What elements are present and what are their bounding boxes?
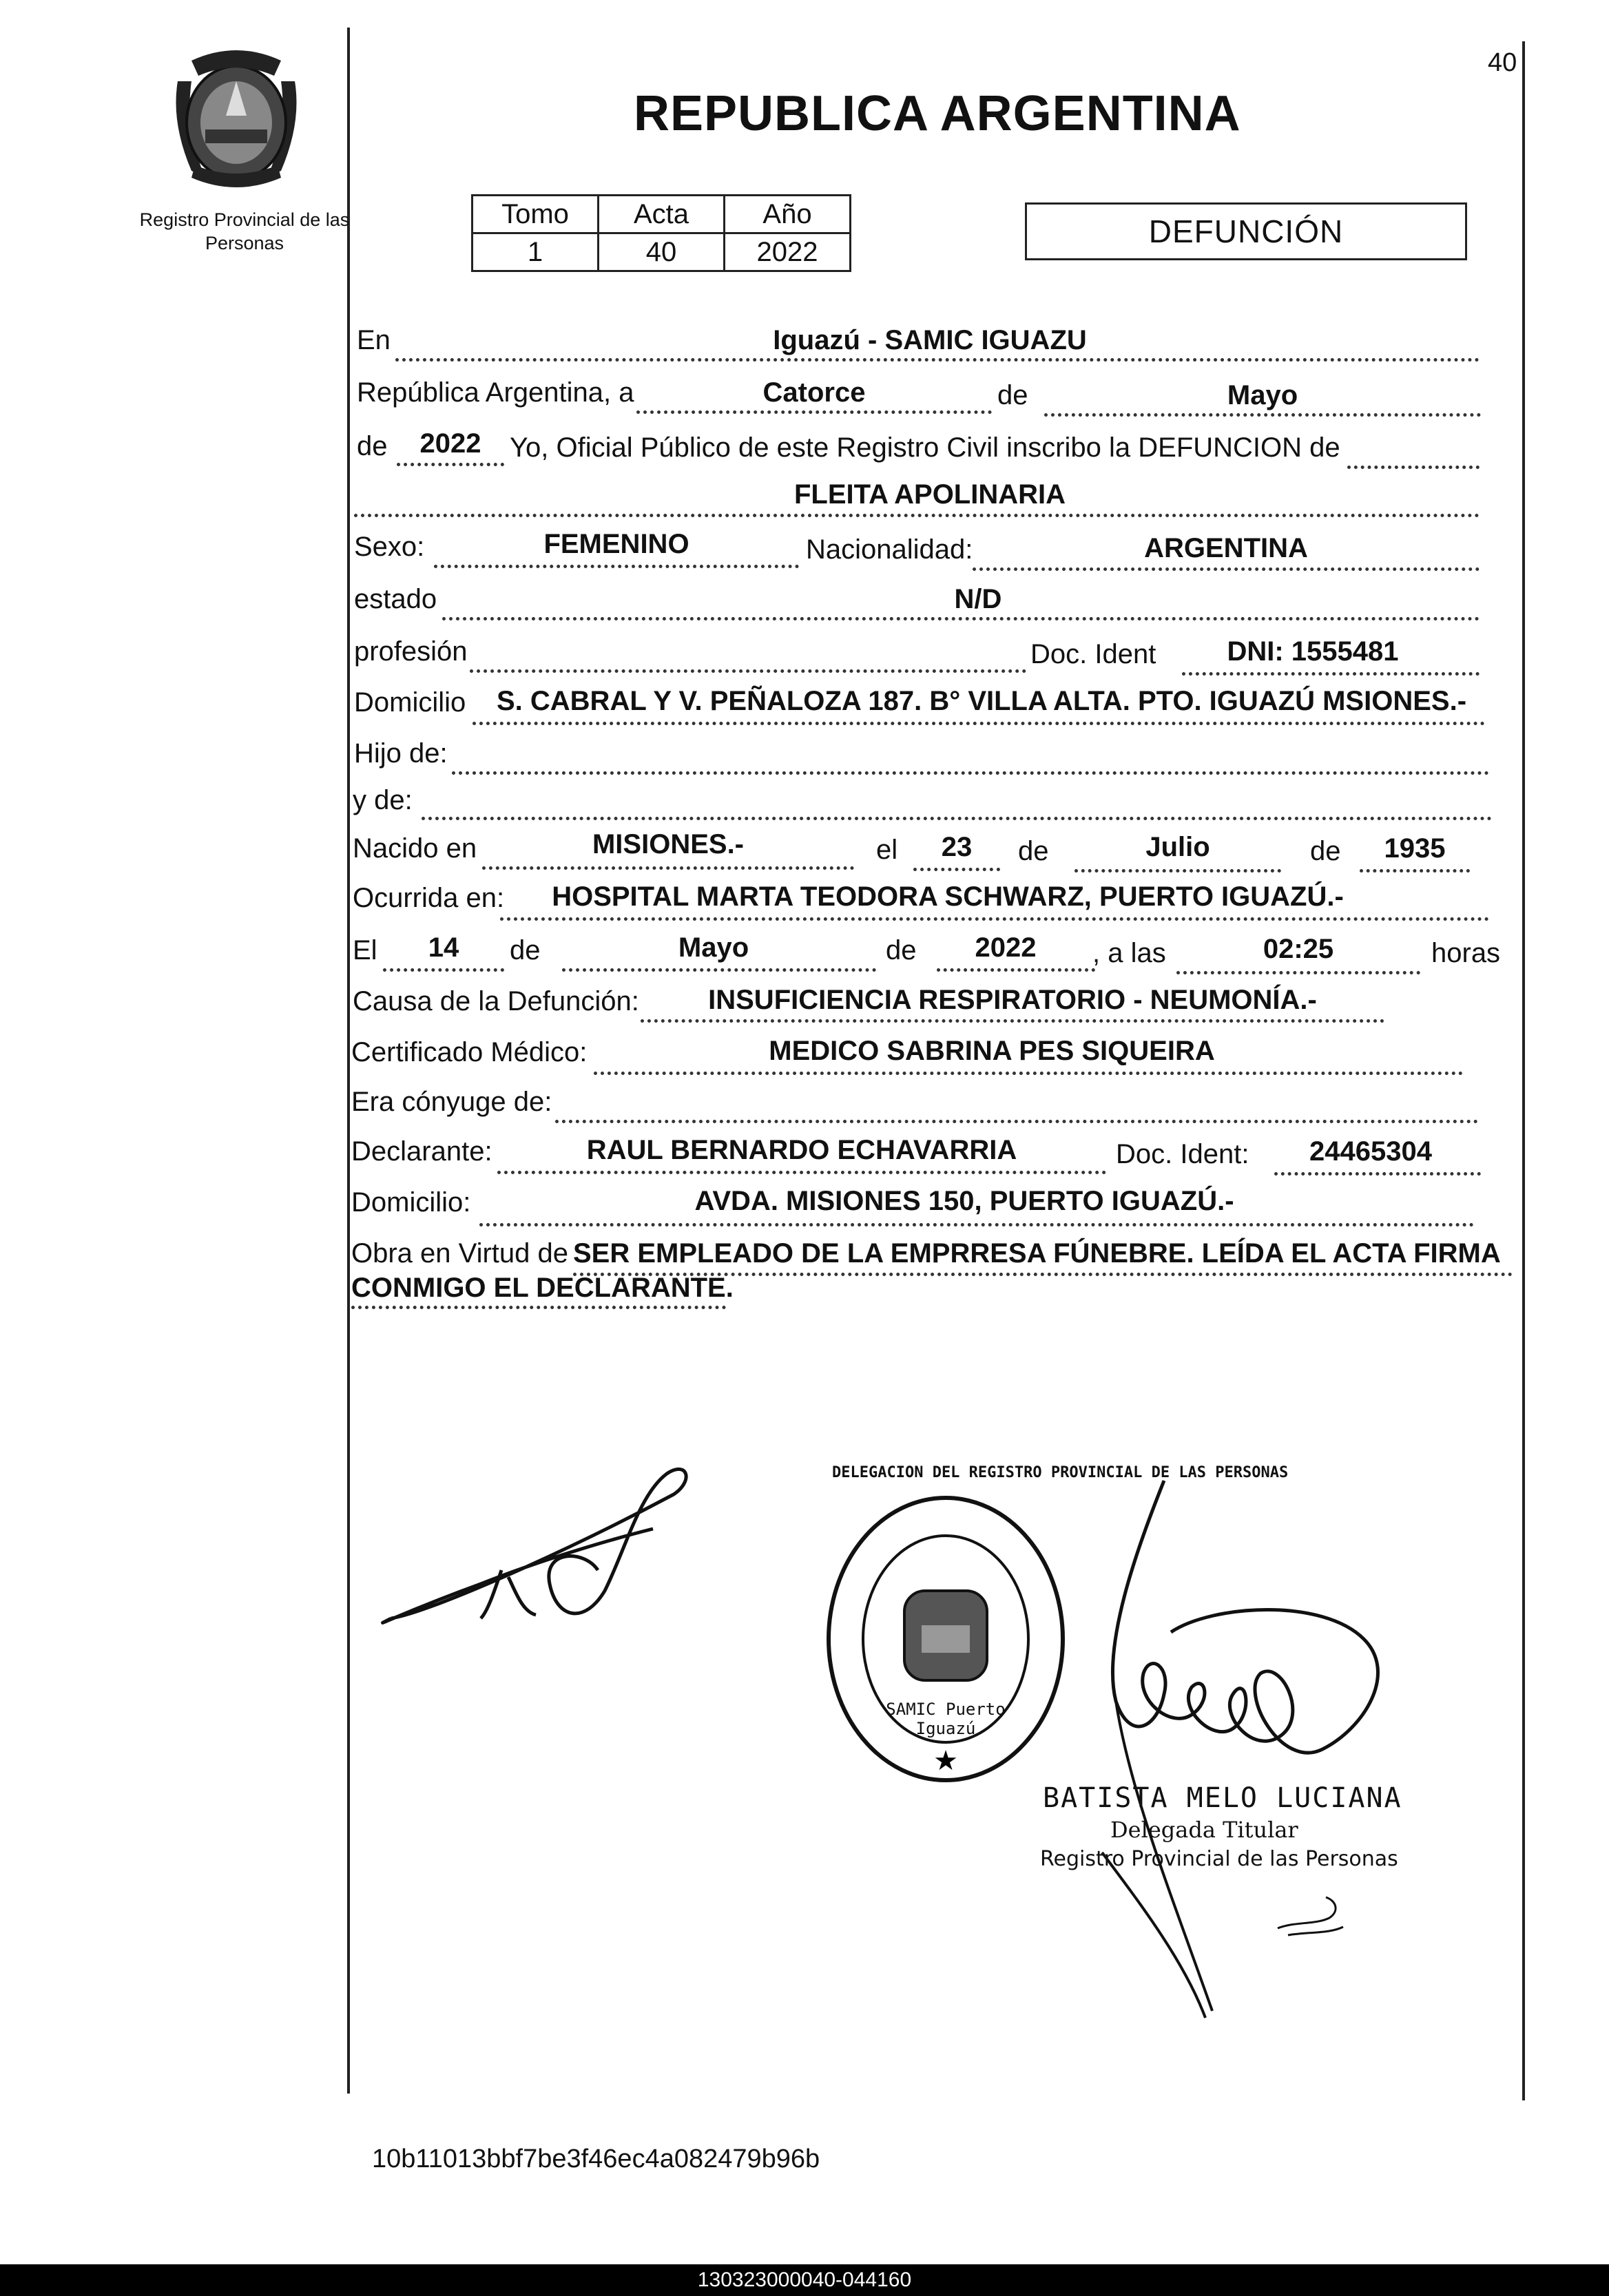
record-table bbox=[471, 194, 851, 272]
province-logo bbox=[164, 40, 309, 198]
stamp-inner-text: SAMIC Puerto Iguazú bbox=[886, 1700, 1006, 1738]
causa-label: Causa de la Defunción: bbox=[353, 986, 639, 1016]
page-title: REPUBLICA ARGENTINA bbox=[634, 86, 1241, 141]
sexo-label: Sexo: bbox=[354, 532, 425, 562]
page-number: 40 bbox=[1488, 48, 1517, 77]
nombre-dotted-line bbox=[354, 514, 1480, 517]
nacionalidad-value: ARGENTINA bbox=[1144, 533, 1308, 563]
en-dotted-line bbox=[395, 358, 1480, 362]
certificado-value: MEDICO SABRINA PES SIQUEIRA bbox=[769, 1036, 1215, 1066]
decl-domicilio-dotted-line bbox=[479, 1223, 1474, 1227]
decl-domicilio-label: Domicilio: bbox=[351, 1187, 471, 1218]
causa-dotted-line bbox=[641, 1019, 1384, 1023]
declarante-dotted-line bbox=[497, 1171, 1106, 1174]
def-dia-dotted-line bbox=[383, 968, 504, 972]
yde-dotted-line bbox=[422, 817, 1492, 820]
table-header-acta: Acta bbox=[599, 196, 725, 233]
conyuge-dotted-line bbox=[555, 1120, 1478, 1123]
nacionalidad-label: Nacionalidad: bbox=[806, 534, 973, 565]
table-value-tomo: 1 bbox=[473, 233, 599, 271]
certificado-dotted-line bbox=[594, 1072, 1463, 1075]
def-hora-value: 02:25 bbox=[1263, 934, 1334, 964]
declarante-value: RAUL BERNARDO ECHAVARRIA bbox=[586, 1135, 1017, 1165]
signatory-name: BATISTA MELO LUCIANA bbox=[1043, 1782, 1402, 1814]
en-value: Iguazú - SAMIC IGUAZU bbox=[773, 325, 1087, 355]
registry-name: Registro Provincial de las Personas bbox=[139, 209, 350, 253]
obra-value-line1: SER EMPLEADO DE LA EMPRRESA FÚNEBRE. LEÍDA EL ACTA FIRMA bbox=[573, 1238, 1501, 1269]
alas-label: , a las bbox=[1092, 938, 1166, 968]
hijo-label: Hijo de: bbox=[354, 738, 448, 769]
inscribo-text: Yo, Oficial Público de este Registro Civil inscribo la DEFUNCION de bbox=[510, 432, 1340, 463]
table-header-anio: Año bbox=[725, 196, 851, 233]
def-de2-label: de bbox=[886, 935, 917, 966]
record-type-box: DEFUNCIÓN bbox=[1025, 202, 1467, 260]
document-hash: 10b11013bbf7be3f46ec4a082479b96b bbox=[372, 2144, 820, 2173]
dia-dotted-line bbox=[636, 410, 992, 414]
declarante-label: Declarante: bbox=[351, 1136, 492, 1167]
declarant-signature bbox=[377, 1412, 694, 1646]
nombre-value: FLEITA APOLINARIA bbox=[793, 479, 1066, 510]
barcode-strip bbox=[0, 2264, 1609, 2296]
ocurrida-label: Ocurrida en: bbox=[353, 883, 505, 913]
horas-label: horas bbox=[1431, 938, 1501, 968]
doc-dotted-line bbox=[1182, 672, 1480, 676]
def-de1-label: de bbox=[510, 935, 541, 966]
certificado-label: Certificado Médico: bbox=[351, 1037, 588, 1067]
anio-label: de bbox=[357, 431, 388, 461]
nac-mes-value: Julio bbox=[1145, 832, 1210, 862]
anio-dotted-line bbox=[397, 463, 504, 466]
nac-dia-value: 23 bbox=[941, 832, 973, 862]
en-label: En bbox=[357, 325, 391, 355]
profesion-dotted-line bbox=[470, 669, 1026, 673]
right-margin-line bbox=[1522, 41, 1525, 2100]
domicilio-value: S. CABRAL Y V. PEÑALOZA 187. B° VILLA ALTA. PTO. IGUAZÚ MSIONES.- bbox=[496, 686, 1467, 716]
def-anio-value: 2022 bbox=[975, 932, 1037, 963]
estado-dotted-line bbox=[442, 617, 1480, 620]
svg-text:★: ★ bbox=[933, 1745, 958, 1777]
nacionalidad-dotted-line bbox=[973, 567, 1480, 571]
nac-anio-dotted-line bbox=[1360, 869, 1470, 873]
sexo-dotted-line bbox=[434, 565, 799, 568]
dia-value: Catorce bbox=[762, 377, 866, 408]
inscribo-dotted-line bbox=[1347, 466, 1480, 469]
nacido-label: Nacido en bbox=[353, 833, 477, 864]
doc-value: DNI: 1555481 bbox=[1227, 636, 1399, 667]
el-label: el bbox=[876, 835, 898, 865]
ocurrida-dotted-line bbox=[500, 917, 1489, 921]
decl-doc-dotted-line bbox=[1274, 1172, 1481, 1176]
causa-value: INSUFICIENCIA RESPIRATORIO - NEUMONÍA.- bbox=[708, 985, 1317, 1015]
profesion-label: profesión bbox=[354, 636, 468, 667]
table-value-anio: 2022 bbox=[725, 233, 851, 271]
nac-dia-dotted-line bbox=[913, 868, 1000, 871]
initials-scribble bbox=[1274, 1894, 1350, 1942]
domicilio-label: Domicilio bbox=[354, 687, 466, 718]
def-mes-value: Mayo bbox=[678, 932, 749, 963]
decl-doc-value: 24465304 bbox=[1309, 1136, 1432, 1167]
official-signature bbox=[1075, 1467, 1419, 2032]
conyuge-label: Era cónyuge de: bbox=[351, 1087, 552, 1117]
def-dia-value: 14 bbox=[428, 932, 459, 963]
nac-anio-value: 1935 bbox=[1384, 833, 1446, 864]
table-header-tomo: Tomo bbox=[473, 196, 599, 233]
left-margin-line bbox=[347, 28, 350, 2094]
barcode-text: 130323000040-044160 bbox=[697, 2268, 912, 2291]
def-anio-dotted-line bbox=[937, 968, 1095, 972]
nacido-value: MISIONES.- bbox=[592, 829, 745, 859]
obra-dotted-line2 bbox=[351, 1306, 726, 1309]
republica-label: República Argentina, a bbox=[357, 377, 634, 408]
signatory-office: Registro Provincial de las Personas bbox=[1040, 1847, 1398, 1871]
de-label: de bbox=[997, 380, 1028, 410]
def-mes-dotted-line bbox=[562, 968, 876, 972]
decl-doc-label: Doc. Ident: bbox=[1116, 1139, 1249, 1169]
domicilio-dotted-line bbox=[473, 722, 1485, 725]
stamp-ring-text: DELEGACION DEL REGISTRO PROVINCIAL DE LAS PERSONAS bbox=[832, 1464, 1289, 1481]
hijo-dotted-line bbox=[452, 771, 1489, 775]
official-stamp bbox=[818, 1464, 1289, 1791]
nac-mes-dotted-line bbox=[1075, 869, 1281, 873]
estado-label: estado bbox=[354, 584, 437, 614]
nac-de1-label: de bbox=[1018, 836, 1049, 866]
signatory-role: Delegada Titular bbox=[1110, 1817, 1298, 1843]
table-value-acta: 40 bbox=[599, 233, 725, 271]
obra-label: Obra en Virtud de bbox=[351, 1238, 569, 1269]
nacido-place-dotted-line bbox=[482, 866, 854, 870]
mes-dotted-line bbox=[1044, 413, 1481, 417]
doc-label: Doc. Ident bbox=[1030, 639, 1156, 669]
nac-de2-label: de bbox=[1310, 836, 1341, 866]
estado-value: N/D bbox=[954, 584, 1002, 614]
obra-value-line2: CONMIGO EL DECLARANTE. bbox=[351, 1273, 734, 1303]
yde-label: y de: bbox=[353, 785, 413, 815]
ocurrida-value: HOSPITAL MARTA TEODORA SCHWARZ, PUERTO IGUAZÚ.- bbox=[552, 881, 1344, 912]
def-hora-dotted-line bbox=[1176, 971, 1420, 974]
decl-domicilio-value: AVDA. MISIONES 150, PUERTO IGUAZÚ.- bbox=[694, 1186, 1234, 1216]
mes-value: Mayo bbox=[1227, 380, 1298, 410]
anio-value: 2022 bbox=[419, 428, 481, 459]
sexo-value: FEMENINO bbox=[543, 529, 689, 559]
el2-label: El bbox=[353, 935, 377, 966]
